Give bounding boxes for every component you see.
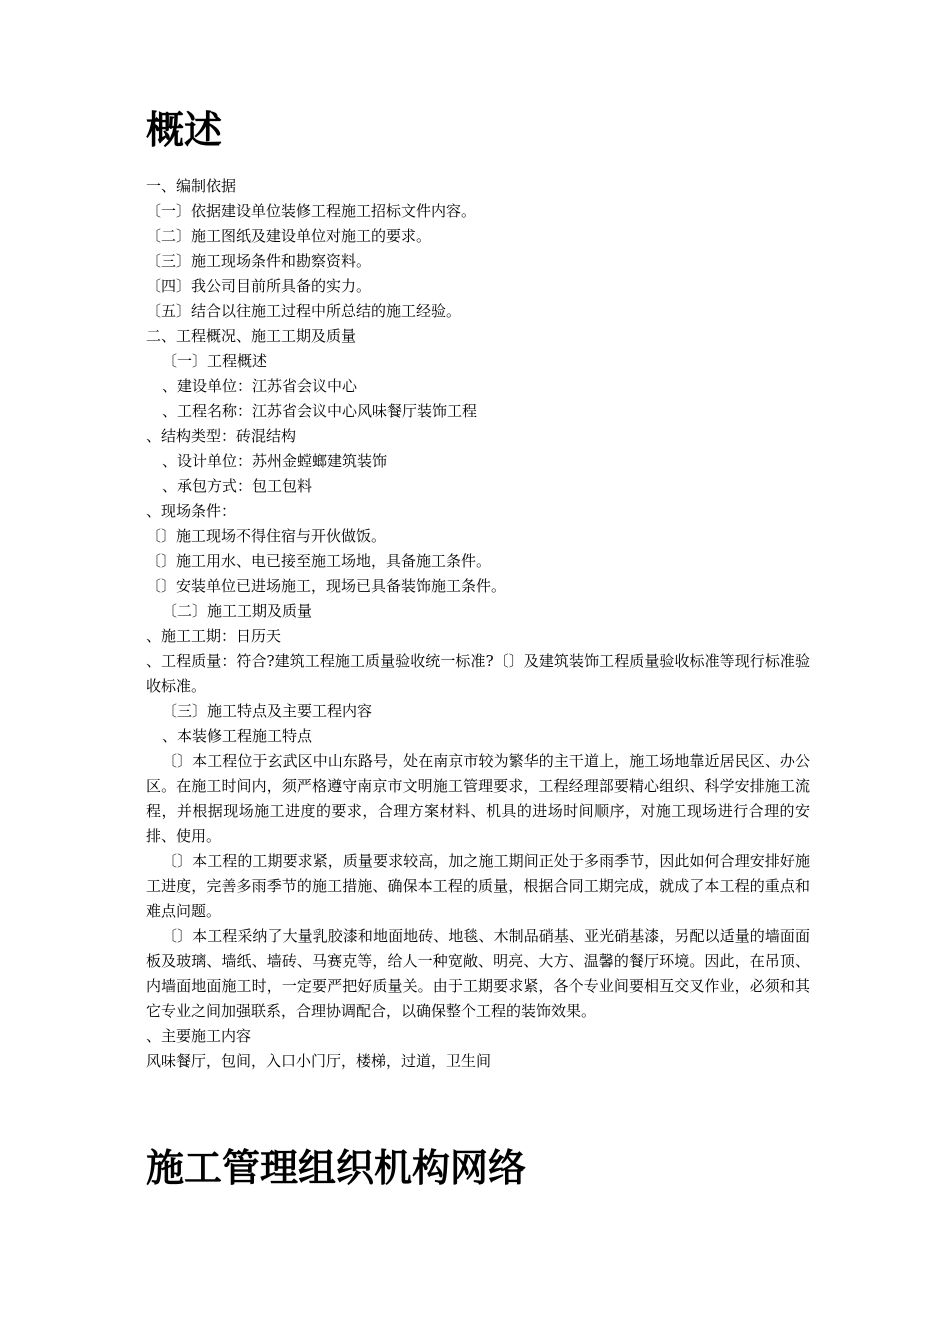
- subsection-features: 〔三〕施工特点及主要工程内容: [162, 702, 373, 720]
- section-project-overview: 二、工程概况、施工工期及质量: [146, 327, 357, 345]
- info-quality: 、工程质量：符合?建筑工程施工质量验收统一标准?〔〕及建筑装饰工程质量验收标准等现行标准验收标准。: [146, 652, 810, 695]
- heading-organization: 施工管理组织机构网络: [146, 1146, 527, 1190]
- info-designer: 、设计单位：苏州金螳螂建筑装饰: [162, 452, 388, 470]
- main-work-heading: 、主要施工内容: [146, 1027, 252, 1045]
- info-site-conditions: 、现场条件：: [146, 502, 237, 520]
- document-body: [146, 174, 810, 1074]
- feature-paragraph-1: 〔〕本工程位于玄武区中山东路号，处在南京市较为繁华的主干道上，施工场地靠近居民区、办公区。在施工时间内，须严格遵守南京市文明施工管理要求，工程经理部要精心组织、科学安排施工流程，并根据现场施工进度的要求，合理方案材料、机具的进场时间顺序，对施工现场进行合理的安排、使用。: [146, 752, 810, 845]
- info-project-name: 、工程名称：江苏省会议中心风味餐厅装饰工程: [162, 402, 478, 420]
- site-condition-1: 〔〕施工现场不得住宿与开伙做饭。: [146, 527, 387, 545]
- heading-overview: 概述: [146, 108, 223, 152]
- info-client: 、建设单位：江苏省会议中心: [162, 377, 358, 395]
- basis-item-2: 〔二〕施工图纸及建设单位对施工的要求。: [146, 227, 432, 245]
- basis-item-3: 〔三〕施工现场条件和勘察资料。: [146, 252, 372, 270]
- basis-item-4: 〔四〕我公司目前所具备的实力。: [146, 277, 372, 295]
- feature-paragraph-2: 〔〕本工程的工期要求紧，质量要求较高，加之施工期间正处于多雨季节，因此如何合理安排好施工进度，完善多雨季节的施工措施、确保本工程的质量，根据合同工期完成，就成了本工程的重点和难点问题。: [146, 852, 810, 920]
- site-condition-3: 〔〕安装单位已进场施工，现场已具备装饰施工条件。: [146, 577, 507, 595]
- features-heading: 、本装修工程施工特点: [162, 727, 313, 745]
- info-contract-mode: 、承包方式：包工包料: [162, 477, 313, 495]
- subsection-overview: 〔一〕工程概述: [162, 352, 268, 370]
- info-structure-type: 、结构类型：砖混结构: [146, 427, 297, 445]
- info-schedule: 、施工工期：日历天: [146, 627, 282, 645]
- basis-item-1: 〔一〕依据建设单位装修工程施工招标文件内容。: [146, 202, 477, 220]
- basis-item-5: 〔五〕结合以往施工过程中所总结的施工经验。: [146, 302, 462, 320]
- section-basis: 一、编制依据: [146, 177, 237, 195]
- feature-paragraph-3: 〔〕本工程采纳了大量乳胶漆和地面地砖、地毯、木制品硝基、亚光硝基漆，另配以适量的墙面面板及玻璃、墙纸、墙砖、马赛克等，给人一种宽敞、明亮、大方、温馨的餐厅环境。因此，在吊顶、内墙面地面施工时，一定要严把好质量关。由于工期要求紧，各个专业间要相互交叉作业，必须和其它专业之间加强联系，合理协调配合，以确保整个工程的装饰效果。: [146, 927, 810, 1020]
- main-work-content: 风味餐厅，包间，入口小门厅，楼梯，过道，卫生间: [146, 1052, 492, 1070]
- subsection-schedule-quality: 〔二〕施工工期及质量: [162, 602, 313, 620]
- site-condition-2: 〔〕施工用水、电已接至施工场地，具备施工条件。: [146, 552, 492, 570]
